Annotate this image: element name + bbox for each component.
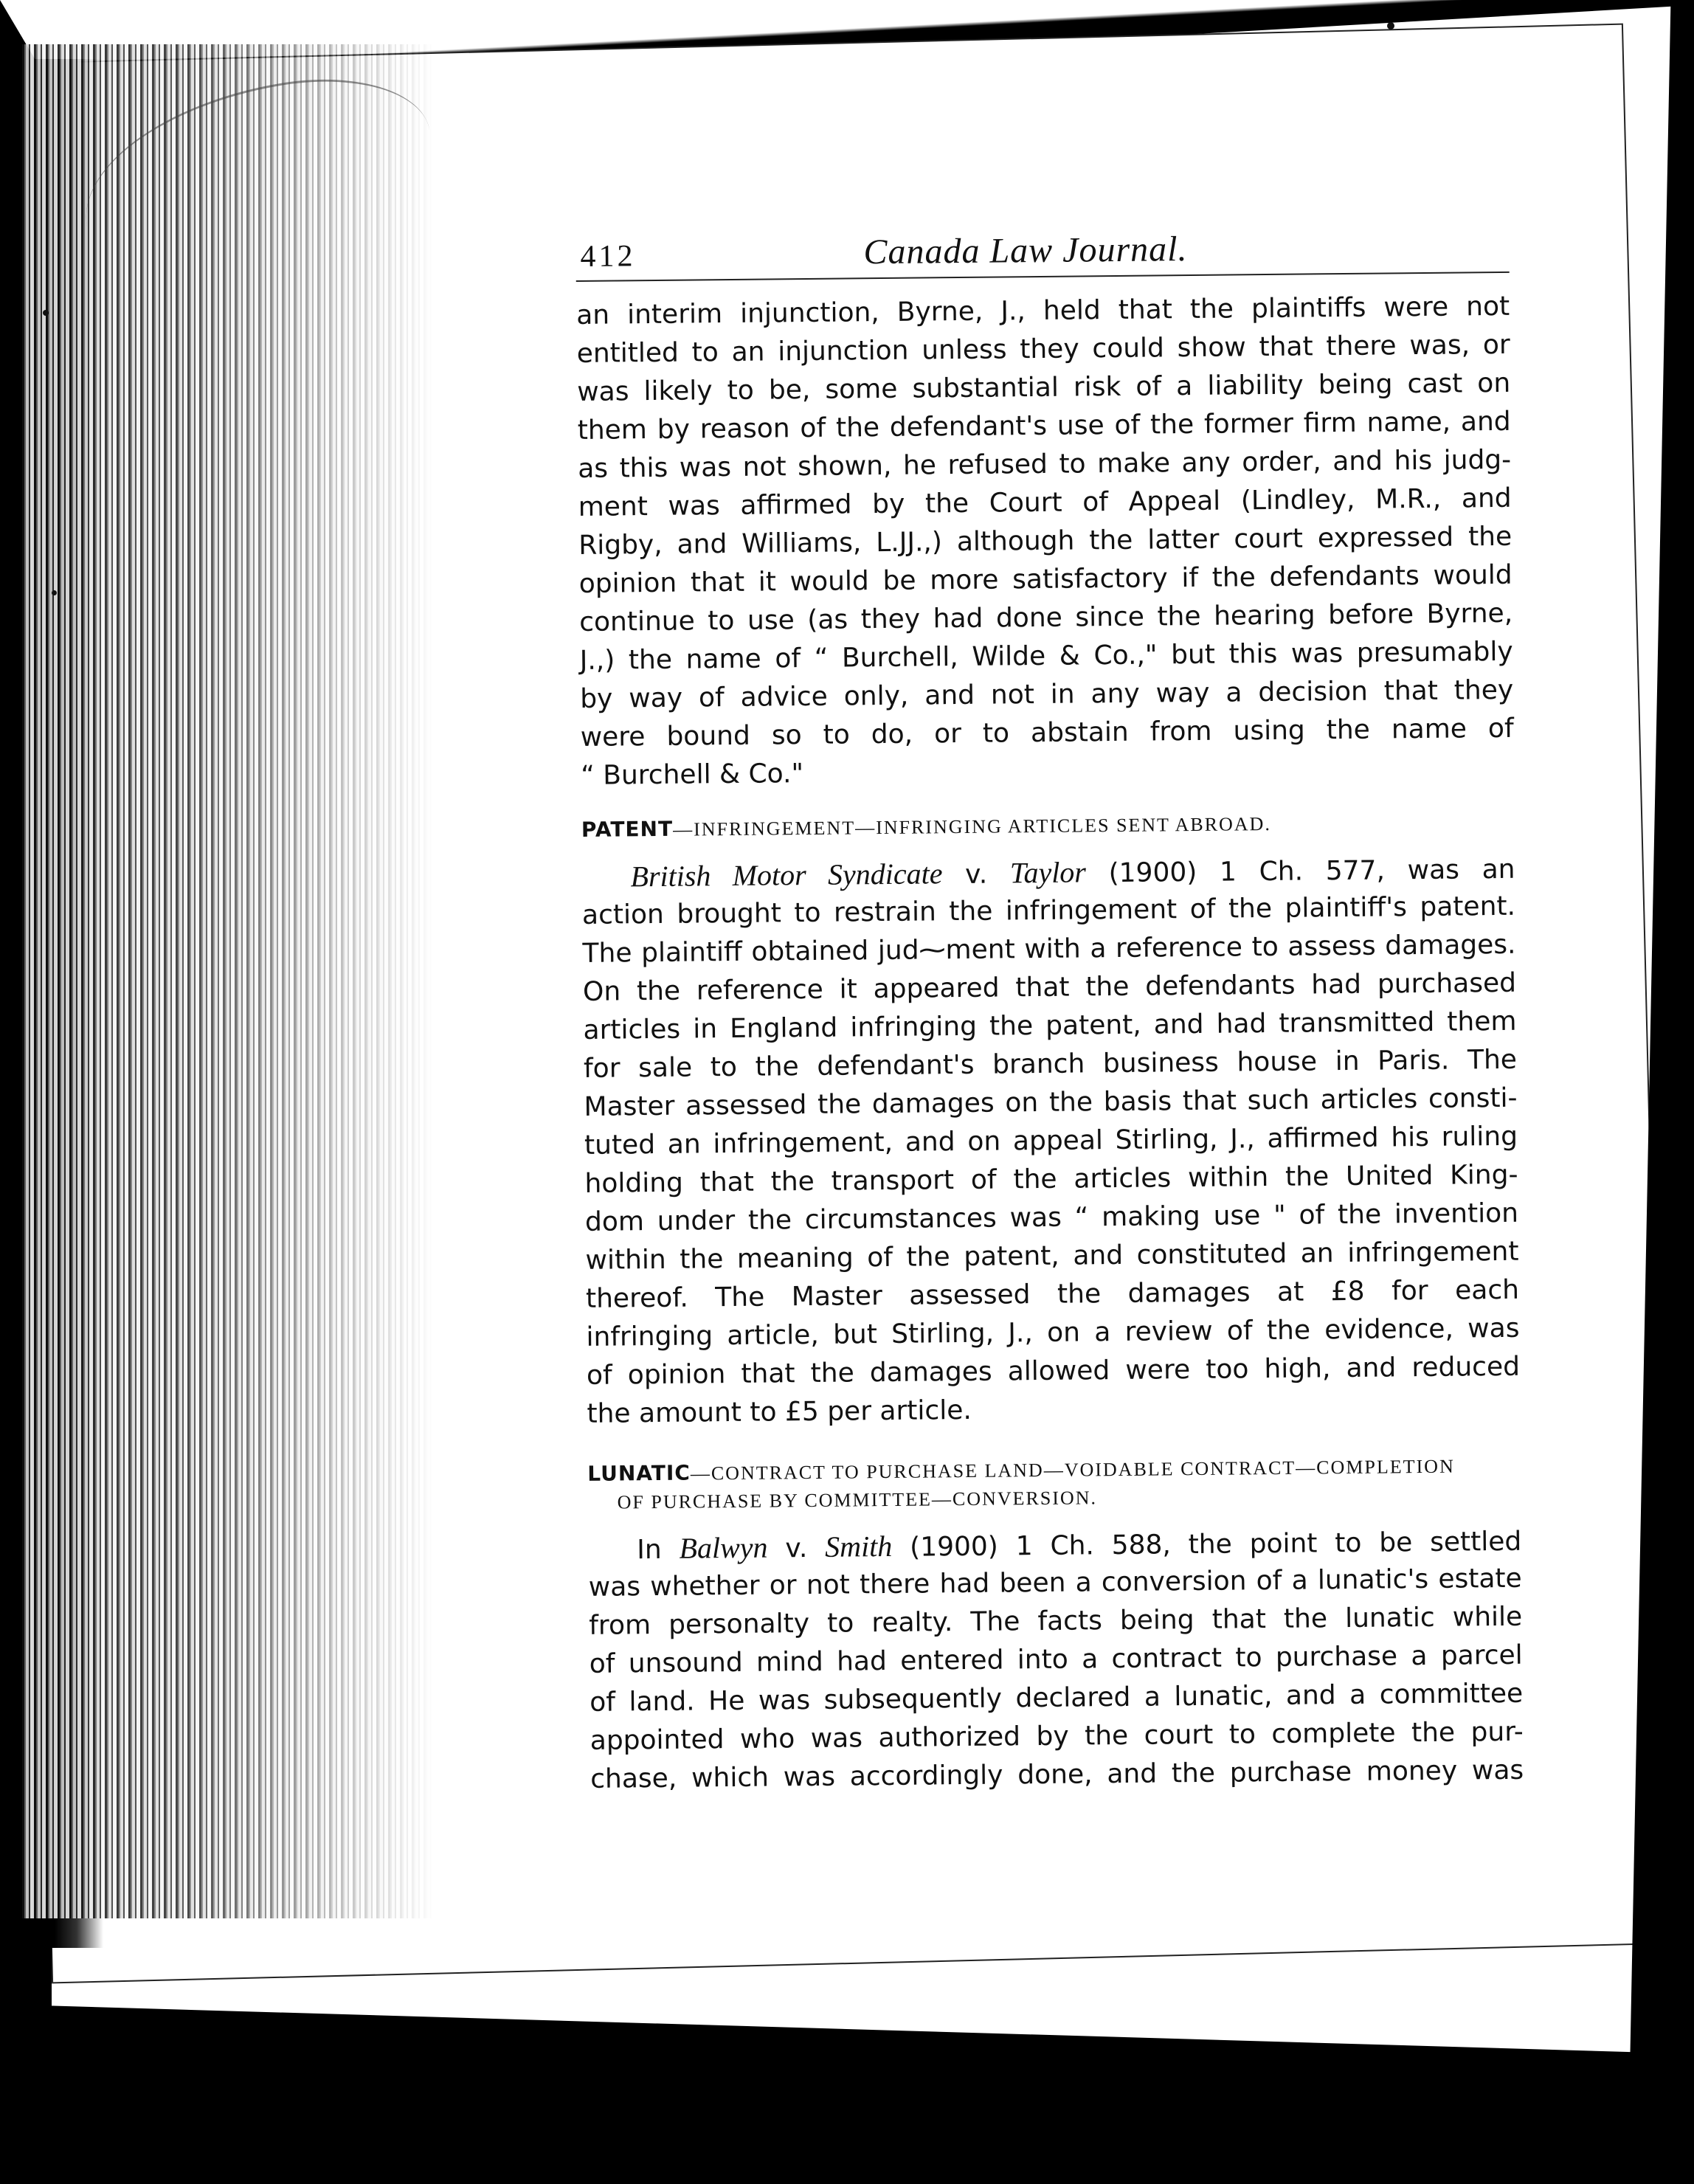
case-name-italic: Balwyn <box>679 1530 768 1565</box>
text-line: holding that the transport of the articles within the United King- <box>584 1159 1518 1199</box>
running-head <box>575 212 1510 282</box>
stacked-page-edges <box>22 44 435 1918</box>
text-line: within the meaning of the patent, and constituted an infringement <box>585 1236 1519 1276</box>
scan-speck <box>52 590 57 595</box>
text-line: entitled to an injunction unless they could show that there was, or <box>576 329 1510 369</box>
text-line: of unsound mind had entered into a contract to purchase a parcel <box>589 1639 1523 1679</box>
text-line: infringing article, but Stirling, J., on a review of the evidence, was <box>586 1313 1520 1352</box>
text-line: them by reason of the defendant's use of the former firm name, and <box>577 406 1511 446</box>
paragraph-patent <box>581 849 1520 1434</box>
section-heading-patent <box>581 807 1515 845</box>
paragraph-continued <box>576 288 1514 795</box>
text-line: as this was not shown, he refused to make any order, and his judg- <box>578 444 1512 484</box>
heading-continuation: OF PURCHASE BY COMMITTEE—CONVERSION. <box>617 1487 1098 1513</box>
text-line: continue to use (as they had done since the hearing before Byrne, <box>579 598 1513 637</box>
text-prefix: In <box>637 1534 680 1566</box>
text-line: Master assessed the damages on the basis that such articles consti- <box>584 1082 1518 1122</box>
journal-title: Canada Law Journal. <box>863 229 1188 272</box>
heading-lead: LUNATIC <box>587 1460 691 1486</box>
text-line: The plaintiff obtained jud⁓ment with a reference to assess damages. <box>582 929 1516 969</box>
case-versus: v. <box>942 859 1011 891</box>
text-line: by way of advice only, and not in any way a decision that they <box>580 674 1514 714</box>
text-block <box>575 212 1524 1799</box>
text-line: action brought to restrain the infringement of the plaintiff's patent. <box>581 891 1516 930</box>
citation-text: (1900) 1 Ch. 577, was an <box>1085 854 1515 889</box>
text-line: appointed who was authorized by the court to complete the pur- <box>590 1716 1524 1756</box>
text-line: On the reference it appeared that the defendants had purchased <box>582 967 1517 1007</box>
text-line: dom under the circumstances was “ making use " of the invention <box>584 1198 1519 1237</box>
case-name-italic: Smith <box>824 1529 893 1563</box>
section-heading-lunatic <box>587 1451 1521 1517</box>
text-line: was whether or not there had been a conversion of a lunatic's estate <box>588 1563 1522 1603</box>
scan-speck <box>1387 22 1394 30</box>
heading-rest: —INFRINGEMENT—INFRINGING ARTICLES SENT ABROAD. <box>672 812 1272 840</box>
heading-lead: PATENT <box>581 816 674 842</box>
text-line: tuted an infringement, and on appeal Stirling, J., affirmed his ruling <box>584 1121 1518 1161</box>
text-line: from personalty to realty. The facts being that the lunatic while <box>589 1601 1523 1641</box>
page-number: 412 <box>580 239 636 274</box>
scan-speck <box>43 310 49 316</box>
case-name-italic: Taylor <box>1009 855 1087 890</box>
text-line: ment was affirmed by the Court of Appeal (Lindley, M.R., and <box>578 483 1512 522</box>
heading-rest: —CONTRACT TO PURCHASE LAND—VOIDABLE CONTRACT—COMPLETION <box>690 1455 1455 1485</box>
citation-text: (1900) 1 Ch. 588, the point to be settled <box>892 1526 1522 1563</box>
text-line: Rigby, and Williams, L.JJ.,) although the latter court expressed the <box>578 521 1512 561</box>
text-line: opinion that it would be more satisfactory if the defendants would <box>578 559 1512 599</box>
text-line: articles in England infringing the patent, and had transmitted them <box>583 1006 1517 1046</box>
case-versus: v. <box>767 1532 826 1564</box>
paragraph-lunatic <box>588 1521 1524 1799</box>
text-line: of land. He was subsequently declared a lunatic, and a committee <box>590 1678 1524 1718</box>
text-line: an interim injunction, Byrne, J., held that the plaintiffs were not <box>576 291 1510 331</box>
text-line: thereof. The Master assessed the damages at £8 for each <box>585 1274 1520 1314</box>
case-name-italic: British Motor Syndicate <box>630 857 943 894</box>
text-line: were bound so to do, or to abstain from using the name of <box>580 713 1514 753</box>
text-line: for sale to the defendant's branch business house in Paris. The <box>583 1044 1518 1084</box>
text-line: chase, which was accordingly done, and the purchase money was <box>590 1755 1524 1794</box>
text-line: was likely to be, some substantial risk of a liability being cast on <box>577 367 1511 407</box>
text-line: of opinion that the damages allowed were too high, and reduced <box>586 1351 1521 1391</box>
text-line: “ Burchell & Co." <box>581 758 804 791</box>
text-line: J.,) the name of “ Burchell, Wilde & Co.," but this was presumably <box>579 636 1513 676</box>
text-line: the amount to £5 per article. <box>587 1395 972 1429</box>
